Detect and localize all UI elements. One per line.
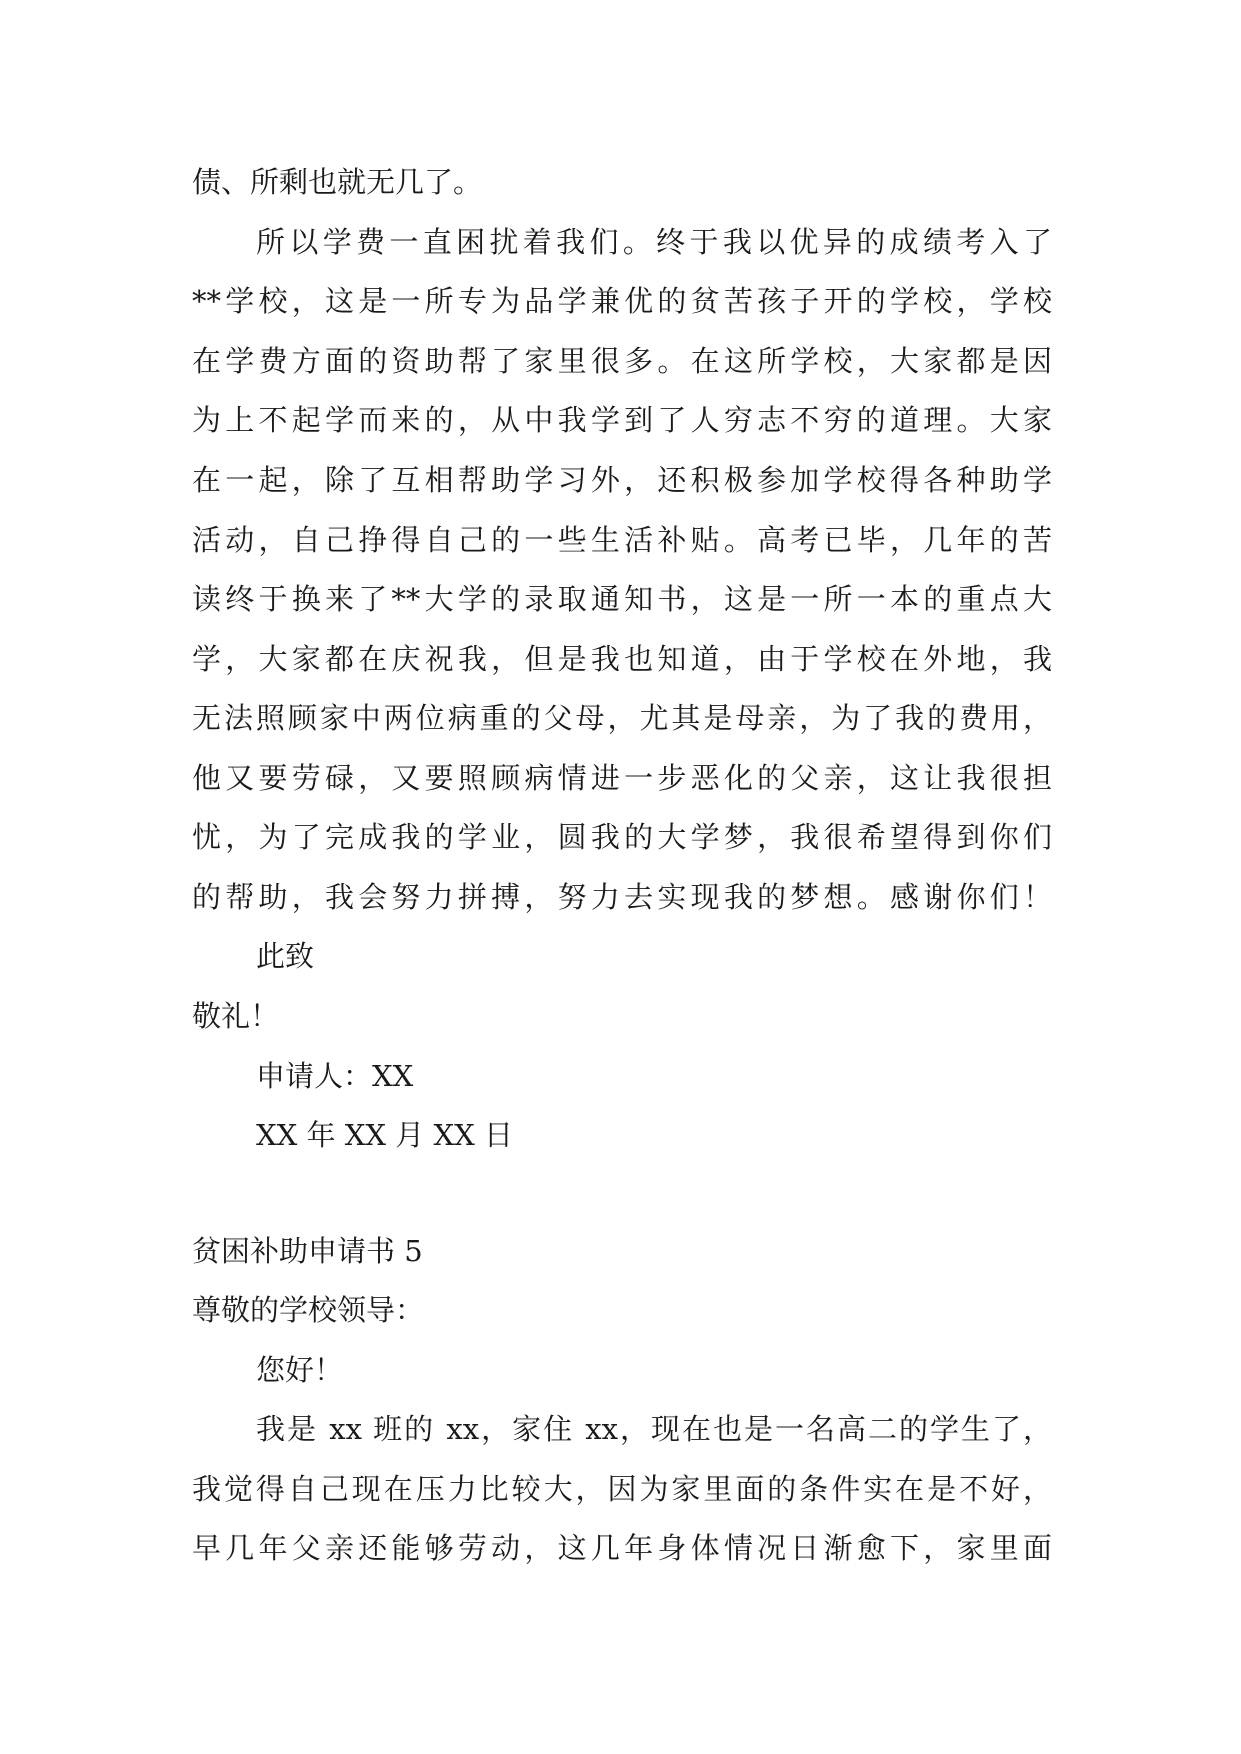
paragraph-line: 债、所剩也就无几了。 [192, 165, 483, 199]
applicant-signature: 申请人：XX [256, 1059, 414, 1093]
paragraph-line: 学，大家都在庆祝我，但是我也知道，由于学校在外地，我 [192, 642, 1052, 676]
paragraph-line: 在学费方面的资助帮了家里很多。在这所学校，大家都是因 [192, 344, 1052, 378]
paragraph-line: 忧，为了完成我的学业，圆我的大学梦，我很希望得到你们 [192, 820, 1052, 854]
paragraph-line: 所以学费一直困扰着我们。终于我以优异的成绩考入了 [256, 225, 1052, 259]
paragraph-line: 他又要劳碌，又要照顾病情进一步恶化的父亲，这让我很担 [192, 761, 1052, 795]
paragraph-line: 我是 xx 班的 xx，家住 xx，现在也是一名高二的学生了， [256, 1412, 1052, 1446]
paragraph-line: 无法照顾家中两位病重的父母，尤其是母亲，为了我的费用， [192, 701, 1052, 735]
section-title: 贫困补助申请书 5 [192, 1234, 423, 1268]
closing-regards: 敬礼！ [192, 999, 280, 1033]
paragraph-line: **学校，这是一所专为品学兼优的贫苦孩子开的学校，学校 [192, 284, 1052, 318]
paragraph-line: 为上不起学而来的，从中我学到了人穷志不穷的道理。大家 [192, 403, 1052, 437]
letter-greeting: 尊敬的学校领导： [192, 1293, 425, 1327]
paragraph-line: 我觉得自己现在压力比较大，因为家里面的条件实在是不好， [192, 1472, 1052, 1506]
paragraph-line: 活动，自己挣得自己的一些生活补贴。高考已毕，几年的苦 [192, 523, 1052, 557]
closing-salutation: 此致 [256, 939, 315, 973]
paragraph-line: 早几年父亲还能够劳动，这几年身体情况日渐愈下，家里面 [192, 1531, 1052, 1565]
paragraph-line: 读终于换来了**大学的录取通知书，这是一所一本的重点大 [192, 582, 1052, 616]
letter-hello: 您好！ [256, 1353, 344, 1387]
signature-date: XX 年 XX 月 XX 日 [256, 1118, 513, 1152]
paragraph-line: 的帮助，我会努力拼搏，努力去实现我的梦想。感谢你们！ [192, 880, 1052, 914]
paragraph-line: 在一起，除了互相帮助学习外，还积极参加学校得各种助学 [192, 463, 1052, 497]
